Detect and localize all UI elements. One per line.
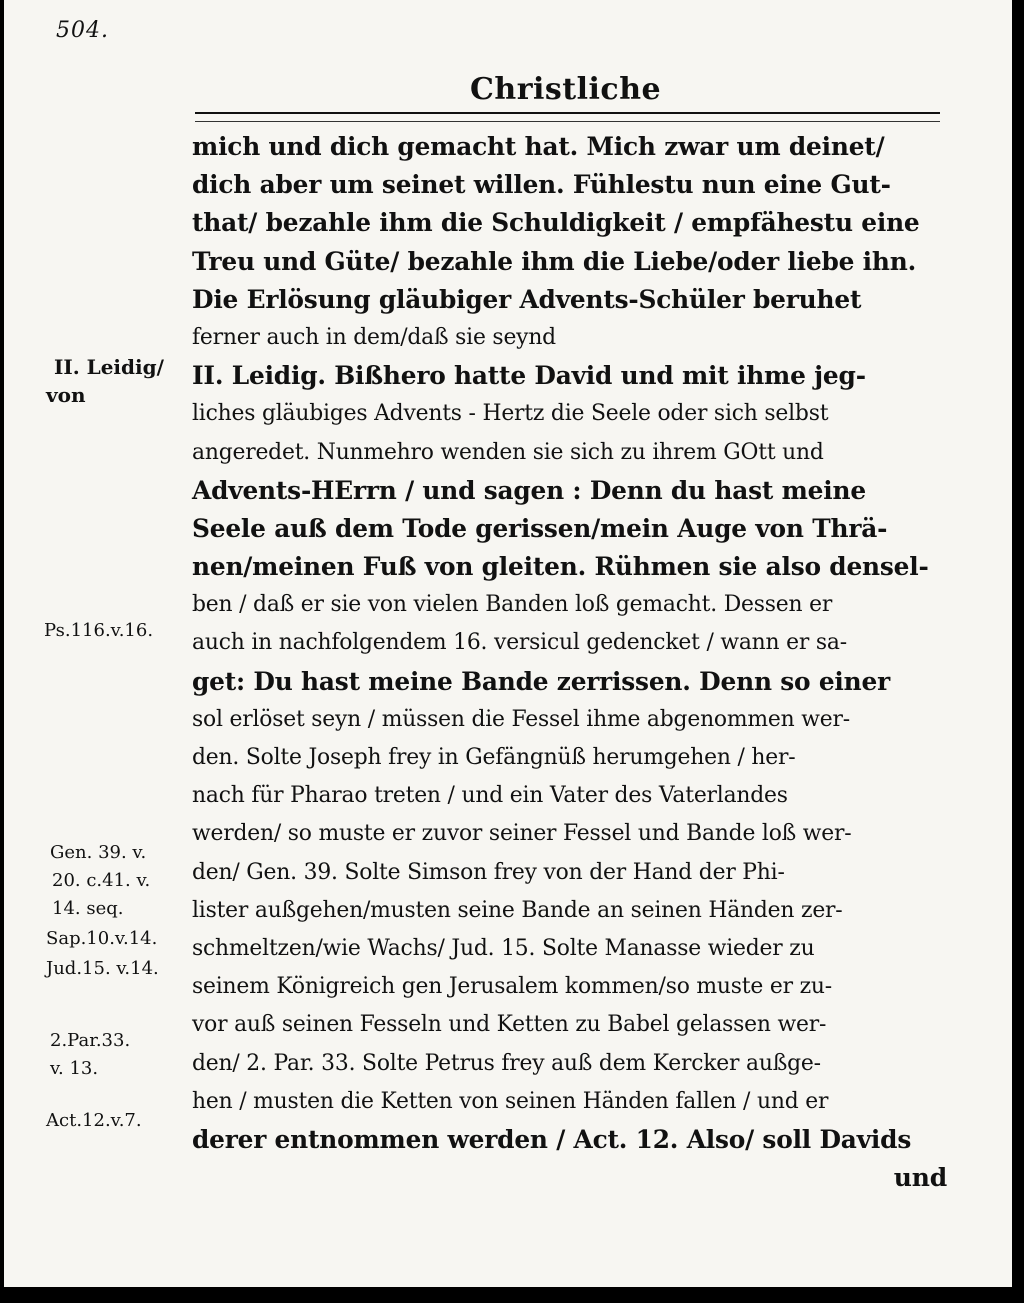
margin-note-genesis: Gen. 39. v. (50, 842, 147, 863)
margin-note-leidig: II. Leidig/ (54, 355, 164, 379)
text-line: liches gläubiges Advents - Hertz die Seele oder sich selbst (192, 401, 829, 427)
text-line: werden/ so muste er zuvor seiner Fessel und Bande loß wer- (192, 821, 852, 847)
scan-border-bottom (0, 1287, 1024, 1303)
header-rule (195, 112, 940, 114)
text-line: nach für Pharao treten / und ein Vater des Vaterlandes (192, 783, 788, 809)
text-line: ferner auch in dem/daß sie seynd (192, 324, 556, 350)
margin-note-von: von (46, 383, 86, 407)
text-line: mich und dich gemacht hat. Mich zwar um deinet/ (192, 132, 885, 161)
margin-note-paralipomenon-2: v. 13. (50, 1058, 99, 1079)
margin-note-genesis-2: 20. c.41. v. (52, 870, 151, 891)
text-line: that/ bezahle ihm die Schuldigkeit / empfähestu eine (192, 208, 920, 238)
text-line: angeredet. Nunmehro wenden sie sich zu ihrem GOtt und (192, 439, 824, 465)
text-line: Seele auß dem Tode gerissen/mein Auge von Thrä- (192, 513, 888, 543)
text-line: nen/meinen Fuß von gleiten. Rühmen sie also densel- (192, 552, 929, 582)
text-line: schmeltzen/wie Wachs/ Jud. 15. Solte Manasse wieder zu (192, 935, 815, 961)
running-title: Christliche (470, 72, 662, 107)
text-line: sol erlöset seyn / müssen die Fessel ihme abgenommen wer- (192, 706, 850, 732)
scan-border-left (0, 0, 4, 1303)
margin-note-judges: Jud.15. v.14. (46, 958, 159, 979)
text-line: den/ Gen. 39. Solte Simson frey von der Hand der Phi- (192, 859, 785, 885)
text-line: II. Leidig. Bißhero hatte David und mit ihme jeg- (192, 361, 866, 391)
page-number: 504. (56, 18, 109, 43)
text-line: den/ 2. Par. 33. Solte Petrus frey auß dem Kercker außge- (192, 1050, 821, 1076)
scan-border-right (1012, 0, 1024, 1303)
text-line: Advents-HErrn / und sagen : Denn du hast meine (192, 475, 866, 505)
margin-note-psalm: Ps.116.v.16. (44, 620, 154, 641)
text-line: vor auß seinen Fesseln und Ketten zu Babel gelassen wer- (192, 1012, 827, 1038)
text-line: ben / daß er sie von vielen Banden loß gemacht. Dessen er (192, 592, 833, 618)
text-line: Treu und Güte/ bezahle ihm die Liebe/oder liebe ihn. (192, 246, 917, 276)
margin-note-paralipomenon: 2.Par.33. (50, 1030, 131, 1051)
margin-note-genesis-3: 14. seq. (52, 898, 124, 919)
text-line: auch in nachfolgendem 16. versicul gedencket / wann er sa- (192, 630, 847, 656)
text-line: und (893, 1163, 947, 1193)
margin-note-acts: Act.12.v.7. (46, 1110, 142, 1131)
text-line: lister außgehen/musten seine Bande an seinen Händen zer- (192, 897, 843, 923)
header-rule-thin (195, 121, 940, 122)
body-text (192, 128, 952, 1197)
text-line: derer entnommen werden / Act. 12. Also/ soll Davids (192, 1124, 912, 1154)
text-line: seinem Königreich gen Jerusalem kommen/so muste er zu- (192, 974, 832, 1000)
text-line: get: Du hast meine Bande zerrissen. Denn so einer (192, 666, 890, 696)
text-line: den. Solte Joseph frey in Gefängnüß herumgehen / her- (192, 745, 796, 770)
margin-note-sapientia: Sap.10.v.14. (46, 928, 158, 949)
text-line: Die Erlösung gläubiger Advents-Schüler beruhet (192, 284, 862, 314)
text-line: dich aber um seinet willen. Fühlestu nun eine Gut- (192, 170, 891, 200)
text-line: hen / musten die Ketten von seinen Händen fallen / und er (192, 1088, 829, 1114)
